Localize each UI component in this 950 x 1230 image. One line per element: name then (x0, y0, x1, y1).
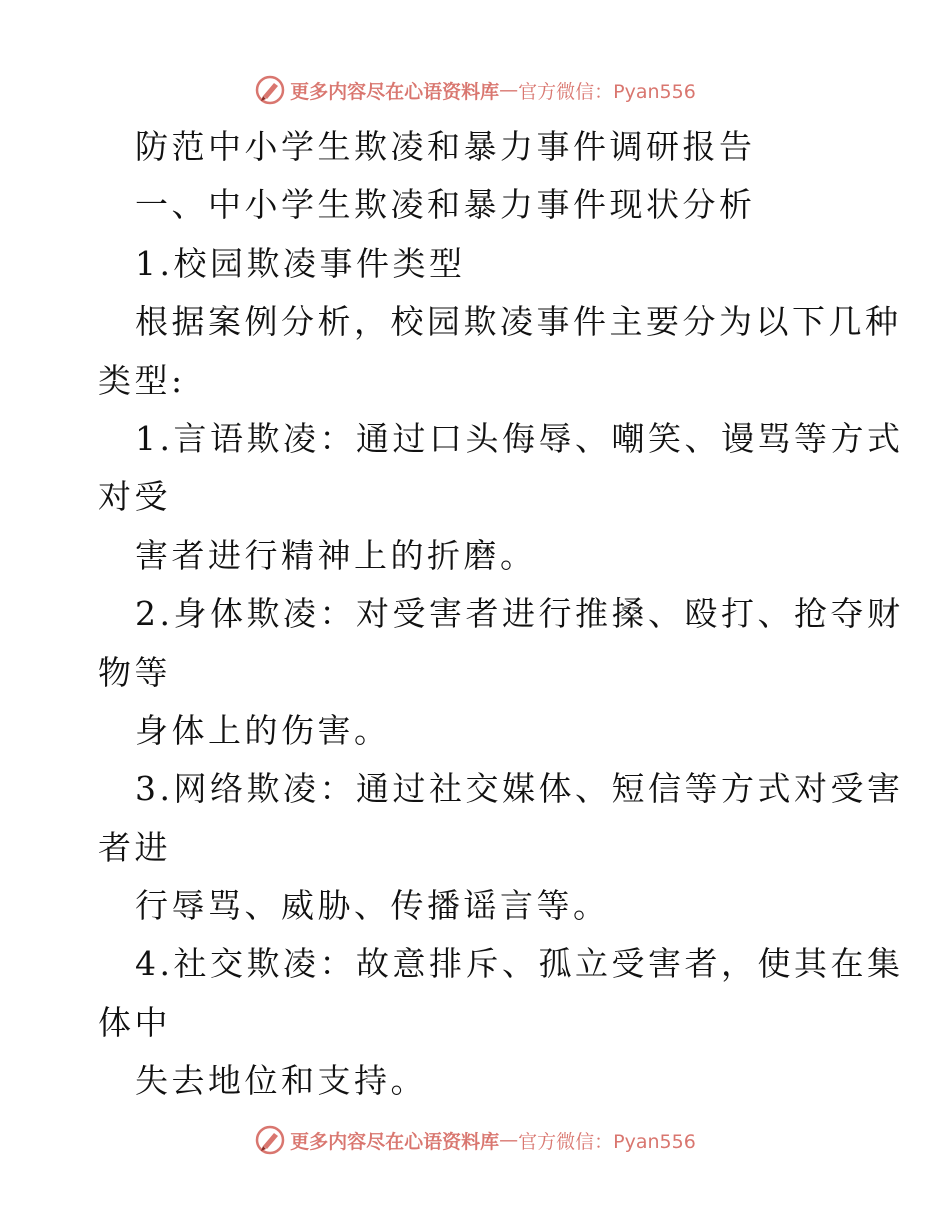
footer-watermark (0, 1120, 950, 1160)
watermark-wechat-text: 官方微信：Pyan556 (518, 1130, 696, 1153)
list-item-line: 害者进行精神上的折磨。 (135, 535, 537, 575)
list-item-line: 失去地位和支持。 (135, 1061, 427, 1101)
watermark-dash: — (499, 1129, 519, 1151)
watermark-brand-text: 更多内容尽在心语资料库 (290, 80, 500, 103)
document-title: 防范中小学生欺凌和暴力事件调研报告 (135, 127, 756, 166)
watermark-wechat-text: 官方微信：Pyan556 (518, 80, 696, 103)
list-item-line: 3.网络欺凌：通过社交媒体、短信等方式对受害 (135, 769, 904, 809)
list-item-line: 1.言语欺凌：通过口头侮辱、嘲笑、谩骂等方式 (135, 418, 904, 458)
subsection-heading: 1.校园欺凌事件类型 (135, 243, 466, 283)
pen-circle-logo-icon (254, 1124, 286, 1156)
header-watermark (0, 70, 950, 110)
paragraph-line: 根据案例分析，校园欺凌事件主要分为以下几种 (135, 302, 902, 342)
list-item-line: 对受 (98, 477, 171, 517)
paragraph-line: 类型: (98, 360, 186, 400)
watermark-dash: — (499, 79, 519, 101)
list-item-line: 行辱骂、威胁、传播谣言等。 (135, 886, 610, 926)
list-item-line: 物等 (98, 652, 171, 692)
list-item-line: 4.社交欺凌：故意排斥、孤立受害者，使其在集 (135, 944, 904, 984)
list-item-line: 者进 (98, 827, 171, 867)
list-item-line: 2.身体欺凌：对受害者进行推搡、殴打、抢夺财 (135, 594, 904, 634)
watermark-brand-text: 更多内容尽在心语资料库 (290, 1130, 500, 1153)
document-body (98, 118, 904, 1111)
pen-circle-logo-icon (254, 74, 286, 106)
list-item-line: 身体上的伤害。 (135, 710, 391, 750)
section-heading: 一、中小学生欺凌和暴力事件现状分析 (135, 185, 756, 225)
list-item-line: 体中 (98, 1002, 171, 1042)
